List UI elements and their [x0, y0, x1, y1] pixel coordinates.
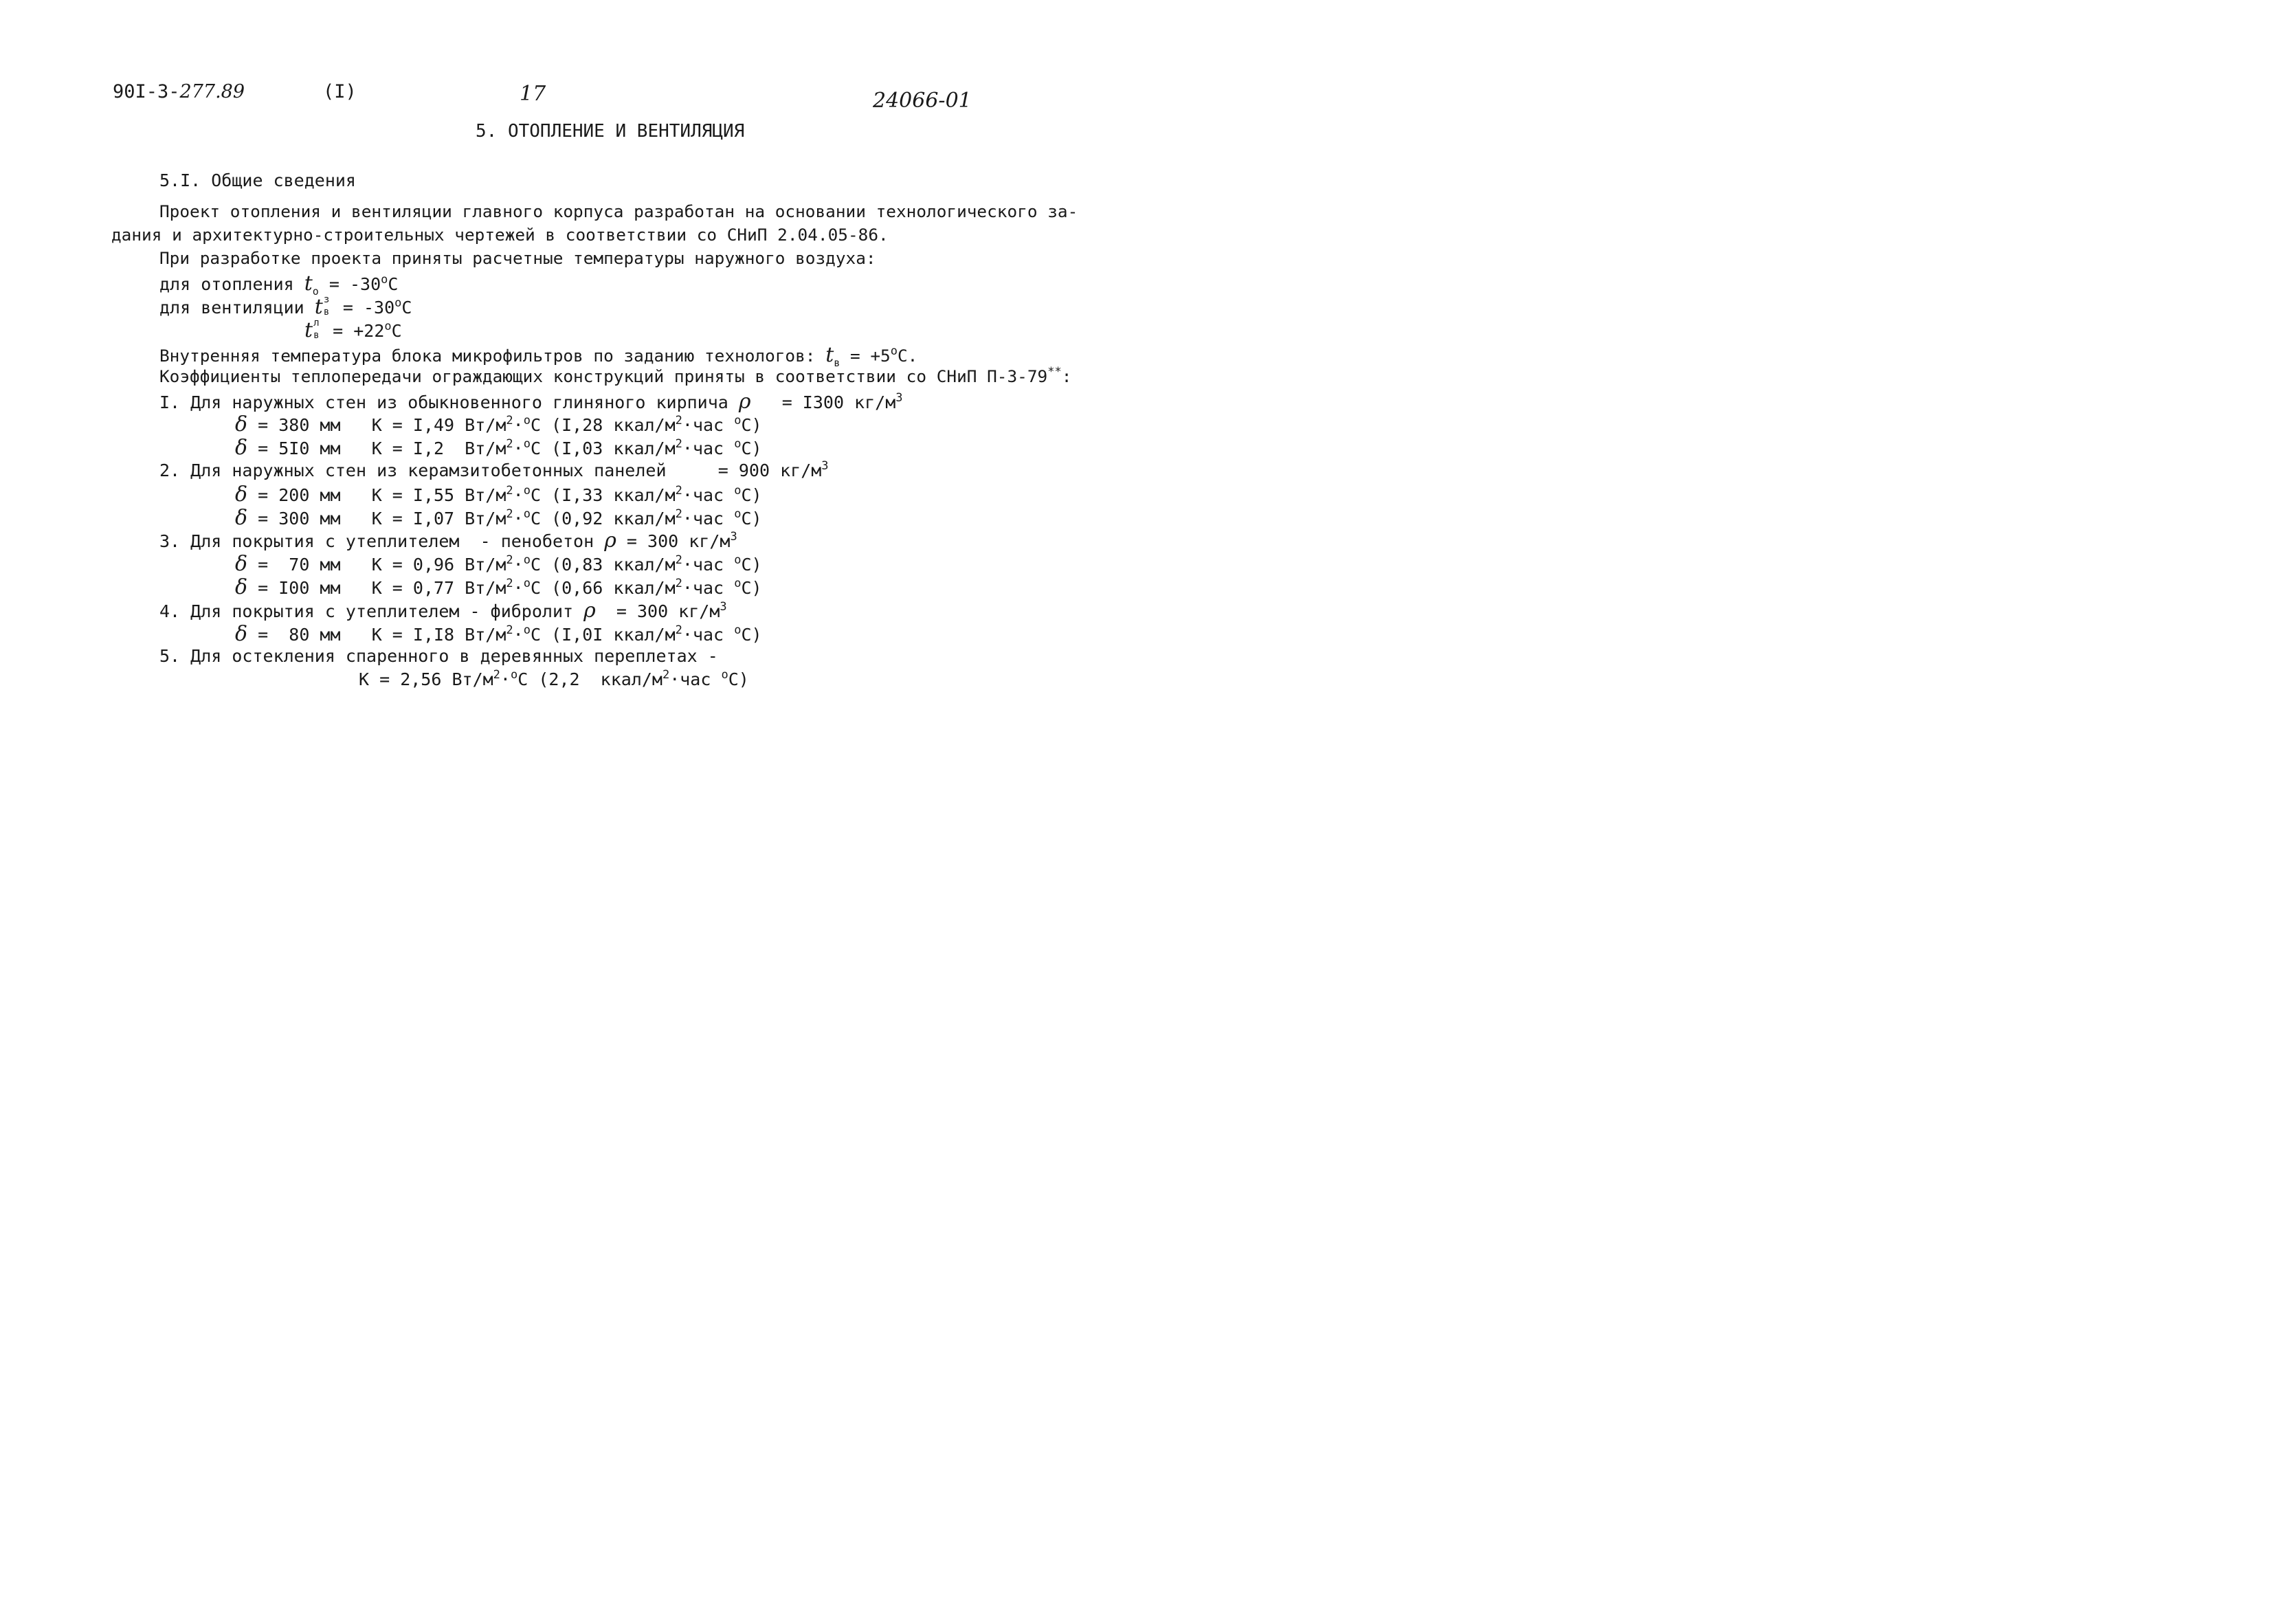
per-hour: ·час — [669, 669, 711, 689]
degree-sign: o — [523, 623, 531, 637]
item-1-row-1 — [235, 414, 762, 435]
k-value: К = 0,77 Вт/м — [371, 578, 506, 598]
item-2-row-1 — [235, 482, 762, 507]
temp-vent-summer-value: = +22 — [333, 321, 385, 341]
item-4-heading — [159, 601, 727, 621]
degree-sign: o — [381, 273, 388, 287]
per-hour: ·час — [682, 555, 724, 575]
dot: · — [513, 415, 524, 435]
item-1-density: = I300 кг/м — [781, 392, 896, 412]
temp-vent-summer-symbol: t — [304, 318, 313, 342]
k-kcal: C (0,92 ккал/м — [530, 509, 676, 529]
internal-temp-value: = +5 — [849, 346, 891, 366]
degree-sign: o — [394, 296, 402, 310]
section-title: 5. ОТОПЛЕНИЕ И ВЕНТИЛЯЦИЯ — [476, 121, 745, 142]
item-3-row-2 — [235, 577, 762, 598]
exponent: 2 — [675, 414, 682, 427]
degree-sign: o — [523, 414, 531, 427]
temp-vent-summer-sub: в — [313, 330, 320, 341]
per-hour: ·час — [682, 578, 724, 598]
unit-close: C) — [741, 578, 762, 598]
item-3-density: = 300 кг/м — [626, 531, 731, 551]
exponent: 2 — [493, 668, 500, 682]
exponent: 2 — [675, 437, 682, 451]
dot: · — [513, 555, 524, 575]
thickness-symbol: δ — [235, 575, 248, 599]
archive-stamp: 24066-01 — [873, 89, 972, 113]
k-value: К = I,07 Вт/м — [371, 509, 506, 529]
subsection-title: 5.I. Общие сведения — [159, 170, 356, 190]
thickness-symbol: δ — [235, 506, 248, 530]
degree-sign: o — [734, 553, 742, 567]
item-2-heading — [159, 459, 829, 480]
unit-celsius: C — [401, 298, 412, 318]
temp-vent-indices — [323, 294, 333, 318]
per-hour: ·час — [682, 438, 724, 458]
k-value: К = 0,96 Вт/м — [371, 555, 506, 575]
temp-vent-sup: з — [323, 294, 330, 305]
part-number: (I) — [323, 81, 357, 102]
unit-close: C) — [741, 485, 762, 505]
exponent: 2 — [506, 414, 513, 427]
k-value: К = I,55 Вт/м — [371, 485, 506, 505]
degree-sign: o — [734, 577, 742, 590]
unit-close: C) — [728, 669, 749, 689]
coefficients-intro-colon: : — [1061, 366, 1072, 386]
degree-sign: o — [721, 668, 728, 682]
item-3-row-1 — [235, 554, 762, 575]
density-symbol: ρ — [604, 529, 616, 553]
k-kcal: C (0,83 ккал/м — [530, 555, 676, 575]
unit-close: C) — [741, 438, 762, 458]
exponent: 2 — [506, 437, 513, 451]
item-4-row-1 — [235, 624, 762, 645]
exponent: 3 — [821, 459, 829, 473]
dot: · — [513, 485, 524, 505]
degree-sign: o — [523, 507, 531, 521]
degree-sign: o — [523, 553, 531, 567]
degree-sign: o — [734, 437, 742, 451]
thickness-value: = 300 мм — [258, 509, 341, 529]
degree-sign: o — [890, 344, 898, 358]
item-4-density: = 300 кг/м — [616, 601, 720, 621]
degree-sign: o — [734, 623, 742, 637]
k-kcal: C (2,2 ккал/м — [517, 669, 662, 689]
document-code-printed: 90I-3- — [113, 81, 180, 102]
temp-heating-label: для отопления — [159, 274, 294, 294]
exponent: 2 — [675, 507, 682, 521]
degree-sign: o — [384, 320, 392, 333]
temp-vent-sub: в — [323, 307, 330, 318]
unit-close: C) — [741, 625, 762, 645]
exponent: 3 — [895, 391, 903, 405]
degree-sign: o — [734, 414, 742, 427]
exponent: 2 — [506, 507, 513, 521]
item-2-density: = 900 кг/м — [717, 460, 822, 480]
k-value: К = I,2 Вт/м — [371, 438, 506, 458]
item-5-row-1 — [359, 668, 749, 689]
thickness-symbol: δ — [235, 436, 248, 460]
exponent: 2 — [506, 553, 513, 567]
k-value: К = 2,56 Вт/м — [359, 669, 493, 689]
thickness-value: = 70 мм — [258, 555, 341, 575]
dot: · — [513, 438, 524, 458]
thickness-value: = 5I0 мм — [258, 438, 341, 458]
density-symbol: ρ — [583, 599, 596, 623]
item-2-text: 2. Для наружных стен из керамзитобетонных панелей — [159, 460, 667, 480]
thickness-symbol: δ — [235, 552, 248, 576]
exponent: 2 — [675, 623, 682, 637]
temp-heating-symbol: t — [304, 271, 313, 296]
exponent: 2 — [506, 577, 513, 590]
degree-sign: o — [510, 668, 518, 682]
unit-close: C) — [741, 415, 762, 435]
dot: · — [513, 578, 524, 598]
unit-celsius: C — [388, 274, 399, 294]
temp-heating-row — [159, 271, 399, 298]
exponent: 2 — [675, 484, 682, 498]
exponent: 3 — [720, 600, 727, 614]
density-symbol: ρ — [738, 390, 751, 414]
k-kcal: C (I,03 ккал/м — [530, 438, 676, 458]
unit-close: C) — [741, 509, 762, 529]
degree-sign: o — [523, 437, 531, 451]
temp-vent-label: для вентиляции — [159, 298, 304, 318]
temp-vent-winter-row — [159, 294, 412, 319]
internal-temp-row — [159, 343, 918, 369]
temp-vent-summer-indices — [313, 318, 322, 341]
temp-vent-symbol: t — [314, 295, 323, 319]
intro-line-2: дания и архитектурно-строительных чертежей в соответствии со СНиП 2.04.05-86. — [111, 225, 889, 245]
item-1-text: I. Для наружных стен из обыкновенного глиняного кирпича — [159, 392, 728, 412]
degree-sign: o — [523, 484, 531, 498]
item-3-heading — [159, 531, 737, 551]
exponent: 3 — [730, 530, 737, 544]
exponent: 2 — [675, 577, 682, 590]
coefficients-intro — [159, 365, 1072, 386]
thickness-value: = I00 мм — [258, 578, 341, 598]
thickness-value: = 380 мм — [258, 415, 341, 435]
unit-close: C) — [741, 555, 762, 575]
unit-celsius: C — [391, 321, 402, 341]
temp-vent-summer-sup: л — [313, 318, 320, 329]
temp-vent-winter-value: = -30 — [342, 298, 395, 318]
dot: · — [500, 669, 511, 689]
degree-sign: o — [734, 484, 742, 498]
intro-line-1: Проект отопления и вентиляции главного корпуса разработан на основании технологического за- — [159, 201, 1078, 221]
item-2-row-2 — [235, 508, 762, 529]
document-code-handwritten: 277.89 — [179, 81, 245, 102]
page-number: 17 — [520, 82, 546, 106]
item-5-heading: 5. Для остекления спаренного в деревянных переплетах - — [159, 646, 718, 666]
exponent: 2 — [506, 623, 513, 637]
temp-heating-value: = -30 — [328, 274, 381, 294]
dot: · — [513, 509, 524, 529]
k-kcal: C (I,33 ккал/м — [530, 485, 676, 505]
internal-temp-text: Внутренняя температура блока микрофильтров по заданию технологов: — [159, 346, 816, 366]
unit-celsius: C. — [897, 346, 918, 366]
document-code — [113, 82, 245, 101]
per-hour: ·час — [682, 415, 724, 435]
per-hour: ·час — [682, 509, 724, 529]
degree-sign: o — [734, 507, 742, 521]
exponent: 2 — [675, 553, 682, 567]
degree-sign: o — [523, 577, 531, 590]
item-3-text: 3. Для покрытия с утеплителем - пенобетон — [159, 531, 594, 551]
internal-temp-sub: в — [834, 357, 840, 369]
thickness-value: = 80 мм — [258, 625, 341, 645]
internal-temp-symbol: t — [825, 343, 834, 367]
thickness-symbol: δ — [235, 482, 248, 507]
exponent: 2 — [506, 484, 513, 498]
temp-heating-sub: o — [312, 285, 319, 298]
thickness-symbol: δ — [235, 622, 248, 646]
per-hour: ·час — [682, 625, 724, 645]
item-1-heading — [159, 392, 903, 412]
exponent: 2 — [662, 668, 670, 682]
k-value: К = I,49 Вт/м — [371, 415, 506, 435]
thickness-symbol: δ — [235, 412, 248, 436]
k-kcal: C (0,66 ккал/м — [530, 578, 676, 598]
item-4-text: 4. Для покрытия с утеплителем - фибролит — [159, 601, 574, 621]
k-value: К = I,I8 Вт/м — [371, 625, 506, 645]
temp-vent-summer-row — [304, 320, 402, 341]
dot: · — [513, 625, 524, 645]
item-1-row-2 — [235, 438, 762, 458]
coefficients-intro-text: Коэффициенты теплопередачи ограждающих конструкций приняты в соответствии со СНиП П-3-79 — [159, 366, 1048, 386]
k-kcal: C (I,28 ккал/м — [530, 415, 676, 435]
thickness-value: = 200 мм — [258, 485, 341, 505]
k-kcal: C (I,0I ккал/м — [530, 625, 676, 645]
footnote-mark: ** — [1047, 365, 1062, 379]
per-hour: ·час — [682, 485, 724, 505]
intro-line-3: При разработке проекта приняты расчетные температуры наружного воздуха: — [159, 248, 876, 268]
